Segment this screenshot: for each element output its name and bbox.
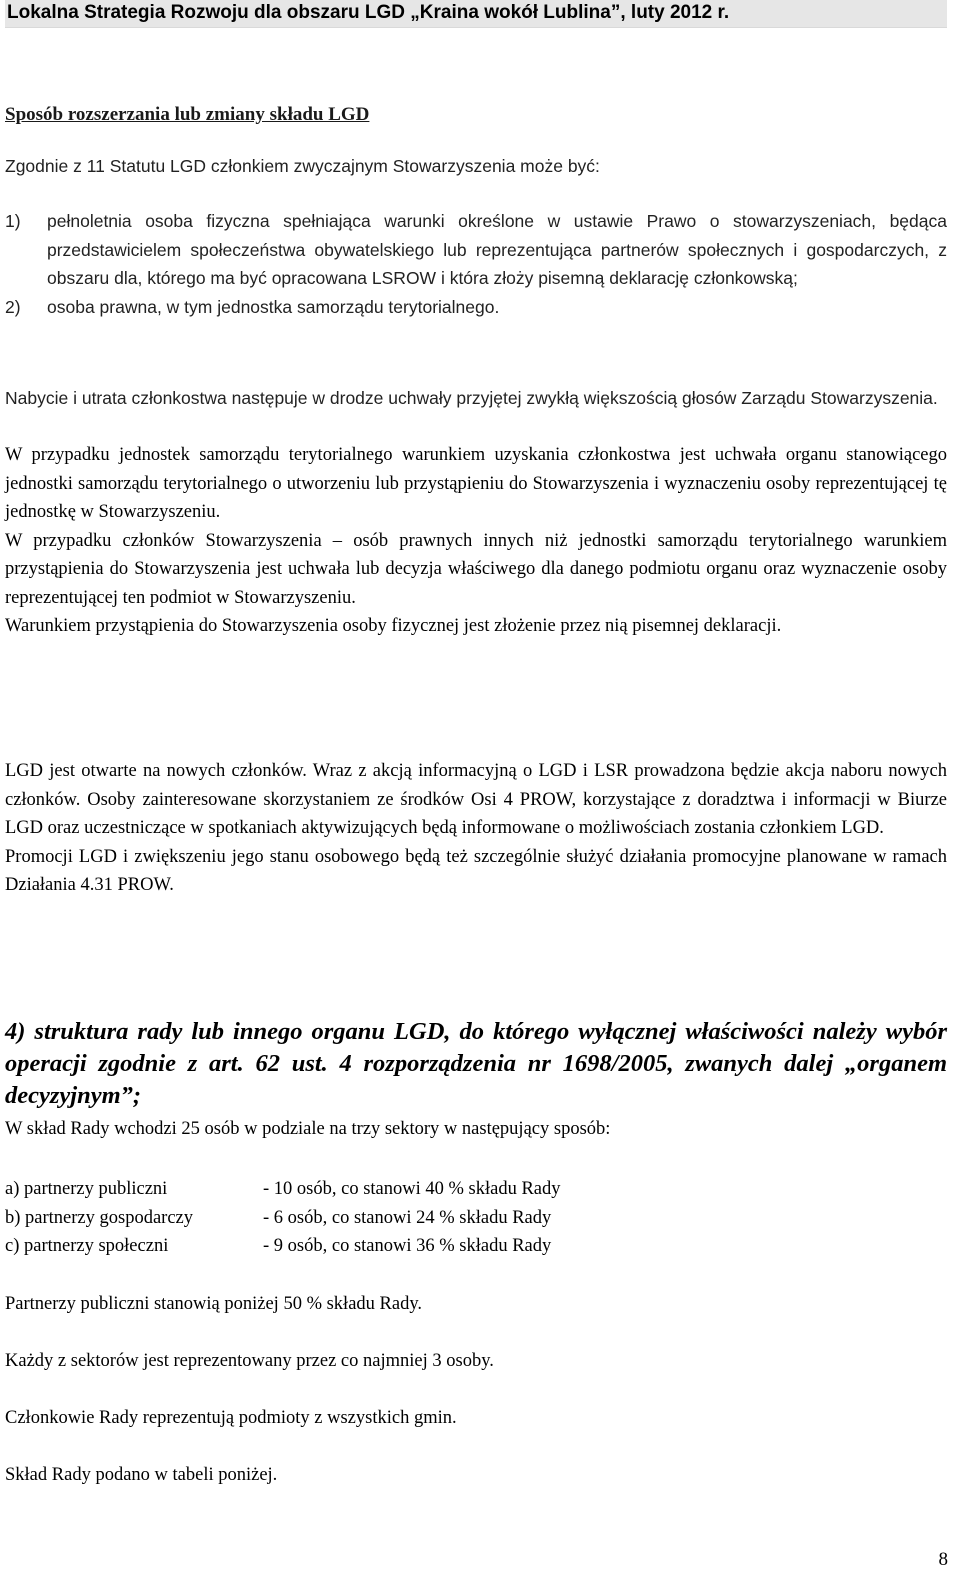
membership-rules xyxy=(5,384,947,413)
list-item xyxy=(5,207,947,293)
list-number: 2) xyxy=(5,296,21,317)
intro-paragraph: Zgodnie z 11 Statutu LGD członkiem zwyczajnym Stowarzyszenia może być: xyxy=(5,156,600,176)
sector-label: c) partnerzy społeczni xyxy=(5,1236,169,1256)
table-note: Skład Rady podano w tabeli poniżej. xyxy=(5,1465,278,1485)
sector-value: - 6 osób, co stanowi 24 % składu Rady xyxy=(263,1207,552,1228)
paragraph: LGD jest otwarte na nowych członków. Wraz z akcją informacyjną o LGD i LSR prowadzona będzie akcja naboru nowych członków. Osoby zainteresowane skorzystaniem ze środków Osi 4 PROW, korzystające z doradztwa i informacji w Biurze LGD oraz uczestniczące w spotkaniach aktywizujących będą informowane o możliwościach zostania członkiem LGD. xyxy=(5,761,947,838)
composition-paragraph: W skład Rady wchodzi 25 osób w podziale na trzy sektory w następujący sposób: xyxy=(5,1119,611,1139)
list-item xyxy=(5,1175,561,1204)
sector-representation-note: Każdy z sektorów jest reprezentowany przez co najmniej 3 osoby. xyxy=(5,1351,494,1371)
section-heading: 4) struktura rady lub innego organu LGD, do którego wyłącznej właściwości należy wybór operacji zgodnie z art. 62 ust. 4 rozporządzenia nr 1698/2005, zwanych dalej „organem decyzyjnym”; xyxy=(5,1018,947,1109)
sector-value: - 9 osób, co stanowi 36 % składu Rady xyxy=(263,1236,552,1256)
membership-rules-serif xyxy=(5,441,947,641)
paragraph: Warunkiem przystąpienia do Stowarzyszenia osoby fizycznej jest złożenie przez nią pisemnej deklaracji. xyxy=(5,616,782,636)
paragraph: W przypadku jednostek samorządu terytorialnego warunkiem uzyskania członkostwa jest uchwała organu stanowiącego jednostki samorządu terytorialnego o utworzeniu lub przystąpieniu do Stowarzyszenia i wyznaczeniu osoby reprezentującej tę jednostkę w Stowarzyszeniu. xyxy=(5,445,947,522)
list-item xyxy=(5,1232,561,1261)
list-text: osoba prawna, w tym jednostka samorządu terytorialnego. xyxy=(47,296,500,317)
list-number: 1) xyxy=(5,211,21,231)
list-text: pełnoletnia osoba fizyczna spełniająca warunki określone w ustawie Prawo o stowarzyszeniach, będąca przedstawicielem społeczeństwa obywatelskiego lub reprezentująca partnerów społecznych i gospodarczych, z obszaru dla, którego ma być opracowana LSROW i która złoży pisemną deklarację członkowską; xyxy=(47,211,947,288)
paragraph: Promocji LGD i zwiększeniu jego stanu osobowego będą też szczególnie służyć działania promocyjne planowane w ramach Działania 4.31 PROW. xyxy=(5,846,947,895)
paragraph: W przypadku członków Stowarzyszenia – osób prawnych innych niż jednostki samorządu terytorialnego warunkiem przystąpienia do Stowarzyszenia jest uchwała lub decyzja właściwego dla danego podmiotu organu oraz wyznaczenie osoby reprezentującej ten podmiot w Stowarzyszeniu. xyxy=(5,530,947,608)
list-item xyxy=(5,1204,561,1233)
membership-list xyxy=(5,207,947,321)
list-item xyxy=(5,293,947,322)
section-title: Sposób rozszerzania lub zmiany składu LGD xyxy=(5,104,370,125)
page-number: 8 xyxy=(938,1549,948,1570)
sector-label: a) partnerzy publiczni xyxy=(5,1179,168,1199)
sector-list xyxy=(5,1175,561,1261)
document-page xyxy=(5,0,947,1485)
sector-value: - 10 osób, co stanowi 40 % składu Rady xyxy=(263,1179,561,1199)
page-header: Lokalna Strategia Rozwoju dla obszaru LGD „Kraina wokół Lublina”, luty 2012 r. xyxy=(5,0,947,28)
members-note: Członkowie Rady reprezentują podmioty z wszystkich gmin. xyxy=(5,1408,457,1428)
sector-label: b) partnerzy gospodarczy xyxy=(5,1207,193,1228)
paragraph: Nabycie i utrata członkostwa następuje w drodze uchwały przyjętej zwykłą większością głosów Zarządu Stowarzyszenia. xyxy=(5,388,938,408)
public-partners-note: Partnerzy publiczni stanowią poniżej 50 % składu Rady. xyxy=(5,1294,422,1314)
recruitment-info xyxy=(5,757,947,900)
